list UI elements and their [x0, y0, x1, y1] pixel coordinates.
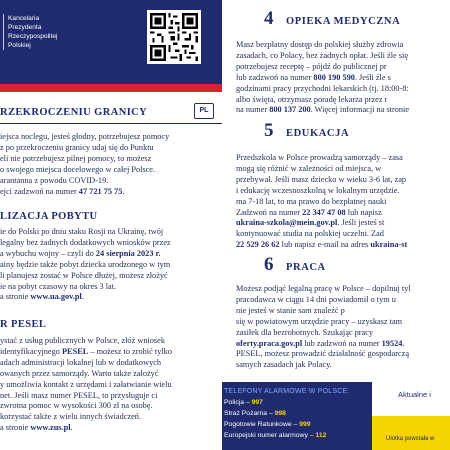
section-pesel-title: R PESEL [0, 319, 47, 330]
divider [0, 123, 222, 124]
left-column [0, 0, 222, 450]
section-4-number: 4 [264, 8, 274, 29]
section-5-text: Przedszkola w Polsce prowadzą samorządy – zasa mogą się różnić w zależności od miejsca, w przebywał. Jeśli masz dziecko w wieku 3-6 lat, zap i edukację wczesnoszkolną w lokalnym urzędzie. ma 7-18 lat, to ma prawo do bezpłatnej nauki Zadzwoń na numer 22 347 47 08 lub napisz ukraina-szkola@mein.gov.pl. Jeśli jesteś st kontynuować studia na polskiej uczelni. Zad 22 529 26 62 lub napisz e-mail na adres ukraina-st [236, 153, 408, 250]
section-stay-text: ie do Polski po dniu staku Rosji na Ukrainę, twój legalny bez żadnych dodatkowych wniosków przez a wybuchu wojny – czyli do 24 sierpnia 2023 r. ainy będzie także pobyt dziecka urodzonego w tym li planujesz zostać w Polsce dłużej, możesz złożyć ie na pobyt czasowy na okres 3 lat. a stronie www.ua.gov.pl. [0, 227, 171, 302]
section-pesel-text: ystać z usług publicznych w Polsce, złóż wniosek identyfikacyjnego PESEL – możesz to zrobić tylko adach administracji lokalnej lub w dodatkowych owanych przez samorządy. Warto także założyć y umożliwia kontakt z urzędami i załatwianie wielu net. Jeśli masz numer PESEL, to przysługuje ci zwrotna pomoc w wysokości 300 zł na osobę. korzystać także z wielu innych świadczeń. a stronie www.zus.pl. [0, 336, 172, 433]
red-stripe [0, 84, 222, 92]
section-5-number: 5 [264, 120, 274, 141]
section-border-title: RZEKROCZENIU GRANICY [0, 107, 148, 118]
job-phone[interactable]: 19524 [381, 338, 403, 348]
emergency-item: Policja – 997 [224, 399, 263, 406]
job-offers-link[interactable]: oferty.praca.gov.pl [236, 338, 303, 348]
emergency-item: Straż Pożarna – 998 [224, 410, 286, 417]
section-6-title: PRACA [286, 262, 326, 273]
medical-phone[interactable]: 800 190 590 [313, 72, 355, 82]
left-content [0, 92, 222, 450]
university-email[interactable]: ukraina-st [370, 240, 408, 250]
school-phone[interactable]: 22 347 47 08 [302, 207, 346, 217]
section-6-number: 6 [264, 254, 274, 275]
left-header [0, 0, 222, 84]
chancellery-label: Kancelaria Prezydenta Rzeczypospolitej Polskiej [3, 14, 73, 50]
current-info-label: Aktualne i [398, 390, 431, 399]
emergency-item: Pogotowie Ratunkowe – 999 [224, 421, 311, 428]
section-border-text: iejsca noclegu, jesteś głodny, potrzebujesz pomocy z po przekroczeniu granicy udaj się do Punktu eli nie potrzebujesz pilnej pomocy, to możesz o swojego miejsca docelowego w całej Polsce. arantanna z powodu COVID-19. ejci zadzwoń na numer 47 721 75 75. [0, 132, 170, 196]
section-stay-title: LIZACJA POBYTU [0, 211, 98, 222]
ua-gov-link[interactable]: www.ua.gov.pl [30, 292, 82, 302]
section-4-title: OPIEKA MEDYCZNA [286, 16, 401, 27]
section-5-title: EDUKACJA [286, 128, 350, 139]
school-email[interactable]: ukraina-szkola@mein.gov.pl [236, 218, 338, 228]
university-phone[interactable]: 22 529 26 62 [236, 240, 280, 250]
qr-code-icon[interactable] [147, 10, 201, 64]
stay-deadline-date: 24 sierpnia 2023 r. [95, 248, 161, 258]
leaflet-credit: Ulotka powstała w [386, 436, 435, 442]
emergency-item: Europejski numer alarmowy – 112 [224, 432, 327, 439]
border-phone[interactable]: 47 721 75 75 [78, 186, 123, 196]
emergency-title: TELEFONY ALARMOWE W POLSCE: [224, 388, 350, 395]
language-badge: PL [194, 103, 214, 119]
doctor-phone[interactable]: 800 137 200 [269, 105, 311, 115]
section-6-text: Możesz podjąć legalną pracę w Polsce – dopilnuj tyl pracodawca w ciągu 14 dni powiadomił o tym u nie jesteś w stanie sam znaleźć p się w powiatowym urzędzie pracy – uzyskasz tam zasiłek dla bezrobotnych. Szukając pracy oferty.praca.gov.pl lub zadzwoń na numer 19524. PESEL, możesz prowadzić działalność gospodarczą samych zasadach jak Polacy. [236, 284, 411, 370]
section-4-text: Masz bezpłatny dostęp do polskiej służby zdrowia zasadach, co Polacy, bez żadnych opłat. Jeśli źle się potrzebujesz receptę – pójdź do publicznej pr lub zadzwoń na numer 800 190 590. Jeśli źle s godzinami pracy przychodni lekarskich (tj. 18:00-8: albo święta, otrzymasz poradę lekarza przez t na numer 800 137 200. Więcej informacji na stronie [236, 40, 410, 115]
zus-link[interactable]: www.zus.pl [30, 423, 71, 433]
emergency-numbers-box [222, 382, 372, 450]
